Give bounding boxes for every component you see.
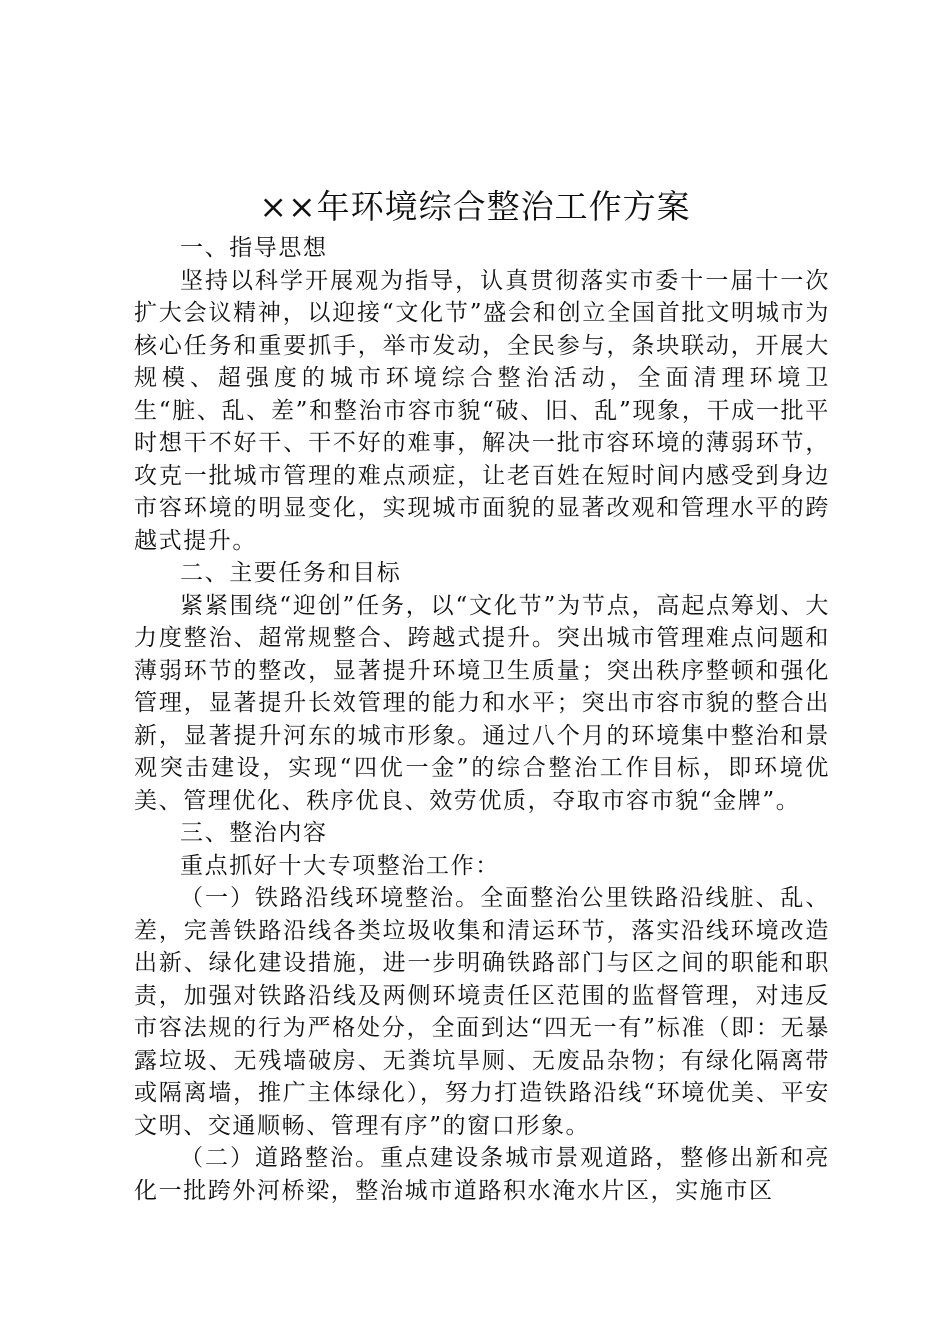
paragraph: （二）道路整治。重点建设条城市景观道路，整修出新和亮化一批跨外河桥梁，整治城市道路积水淹水片区，实施市区 bbox=[134, 1145, 830, 1204]
paragraph: 重点抓好十大专项整治工作： bbox=[180, 852, 500, 879]
section-guiding-ideology bbox=[134, 232, 830, 557]
section-heading: 一、指导思想 bbox=[180, 235, 328, 261]
section-heading: 三、整治内容 bbox=[180, 820, 328, 846]
paragraph: 紧紧围绕“迎创”任务，以“文化节”为节点，高起点筹划、大力度整治、超常规整合、跨越式提升。突出城市管理难点问题和薄弱环节的整改，显著提升环境卫生质量；突出秩序整顿和强化管理，显著提升长效管理的能力和水平；突出市容市貌的整合出新，显著提升河东的城市形象。通过八个月的环境集中整治和景观突击建设，实现“四优一金”的综合整治工作目标，即环境优美、管理优化、秩序优良、效劳优质，夺取市容市貌“金牌”。 bbox=[134, 592, 830, 814]
paragraph: 坚持以科学开展观为指导，认真贯彻落实市委十一届十一次扩大会议精神，以迎接“文化节”盛会和创立全国首批文明城市为核心任务和重要抓手，举市发动，全民参与，条块联动，开展大规模、超强度的城市环境综合整治活动，全面清理环境卫生“脏、乱、差”和整治市容市貌“破、旧、乱”现象，干成一批平时想干不好干、干不好的难事，解决一批市容环境的薄弱环节，攻克一批城市管理的难点顽症，让老百姓在短时间内感受到身边市容环境的明显变化，实现城市面貌的显著改观和管理水平的跨越式提升。 bbox=[134, 267, 830, 554]
section-heading: 二、主要任务和目标 bbox=[180, 560, 402, 586]
section-rectification-content bbox=[134, 817, 830, 1207]
section-main-tasks bbox=[134, 557, 830, 817]
document-title: ××年环境综合整治工作方案 bbox=[259, 187, 691, 226]
paragraph: （一）铁路沿线环境整治。全面整治公里铁路沿线脏、乱、差，完善铁路沿线各类垃圾收集和清运环节，落实沿线环境改造出新、绿化建设措施，进一步明确铁路部门与区之间的职能和职责，加强对铁路沿线及两侧环境责任区范围的监督管理，对违反市容法规的行为严格处分，全面到达“四无一有”标准（即：无暴露垃圾、无残墙破房、无粪坑旱厕、无废品杂物；有绿化隔离带或隔离墙，推广主体绿化），努力打造铁路沿线“环境优美、平安文明、交通顺畅、管理有序”的窗口形象。 bbox=[134, 885, 830, 1139]
document-body bbox=[134, 232, 830, 1207]
